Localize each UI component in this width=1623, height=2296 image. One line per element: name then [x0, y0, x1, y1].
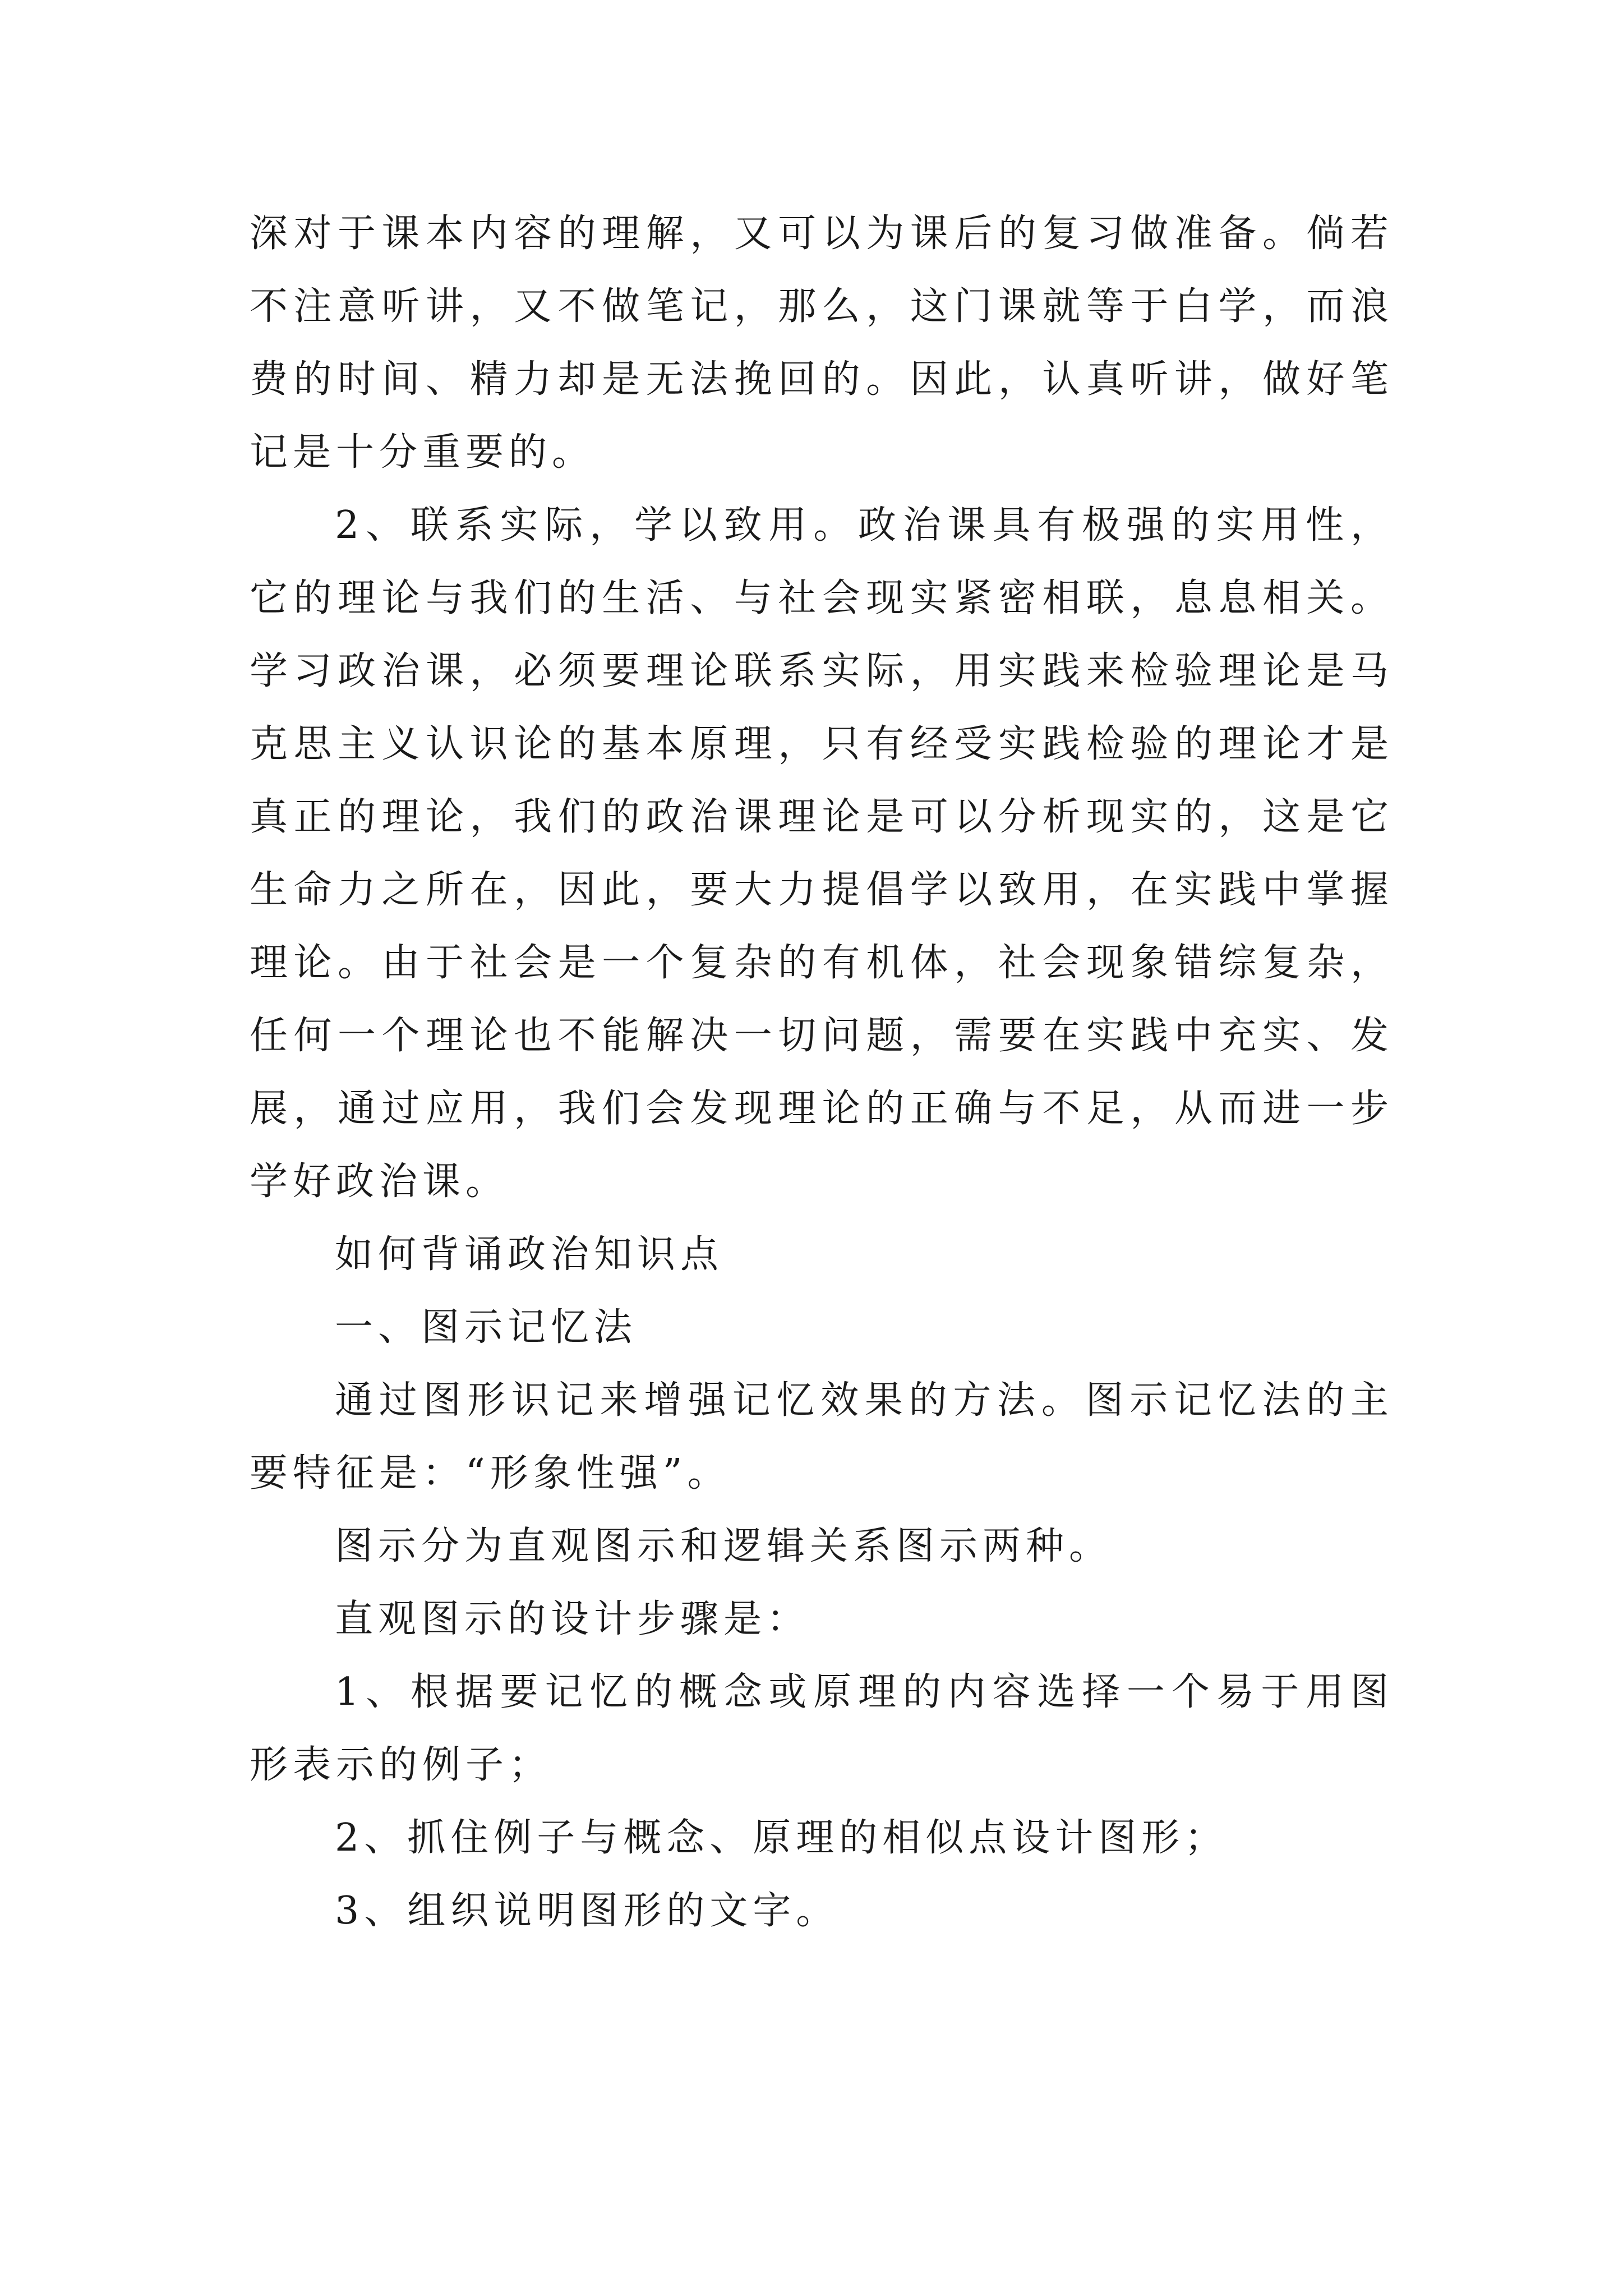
section-heading: 如何背诵政治知识点: [335, 1232, 724, 1277]
paragraph-types: 图示分为直观图示和逻辑关系图示两种。: [335, 1524, 1113, 1568]
subsection-heading: 一、图示记忆法: [335, 1305, 638, 1350]
paragraph-practice: 2、联系实际，学以致用。政治课具有极强的实用性，它的理论与我们的生活、与社会现实紧密相联，息息相关。学习政治课，必须要理论联系实际，用实践来检验理论是马克思主义认识论的基本原理，只有经受实践检验的理论才是真正的理论，我们的政治课理论是可以分析现实的，这是它生命力之所在，因此，要大力提倡学以致用，在实践中掌握理论。由于社会是一个复杂的有机体，社会现象错综复杂，任何一个理论也不能解决一切问题，需要在实践中充实、发展，通过应用，我们会发现理论的正确与不足，从而进一步学好政治课。: [250, 503, 1394, 1204]
paragraph-continuation: 深对于课本内容的理解，又可以为课后的复习做准备。倘若不注意听讲，又不做笔记，那么，这门课就等于白学，而浪费的时间、精力却是无法挽回的。因此，认真听讲，做好笔记是十分重要的。: [250, 211, 1394, 475]
paragraph-steps-intro: 直观图示的设计步骤是：: [335, 1597, 810, 1641]
list-item: 1、根据要记忆的概念或原理的内容选择一个易于用图形表示的例子；: [250, 1670, 1394, 1787]
list-item: 2、抓住例子与概念、原理的相似点设计图形；: [335, 1816, 1228, 1860]
list-item: 3、组织说明图形的文字。: [335, 1889, 840, 1933]
document-body: [250, 197, 1394, 1948]
paragraph-definition: 通过图形识记来增强记忆效果的方法。图示记忆法的主要特征是：“形象性强”。: [250, 1378, 1394, 1496]
